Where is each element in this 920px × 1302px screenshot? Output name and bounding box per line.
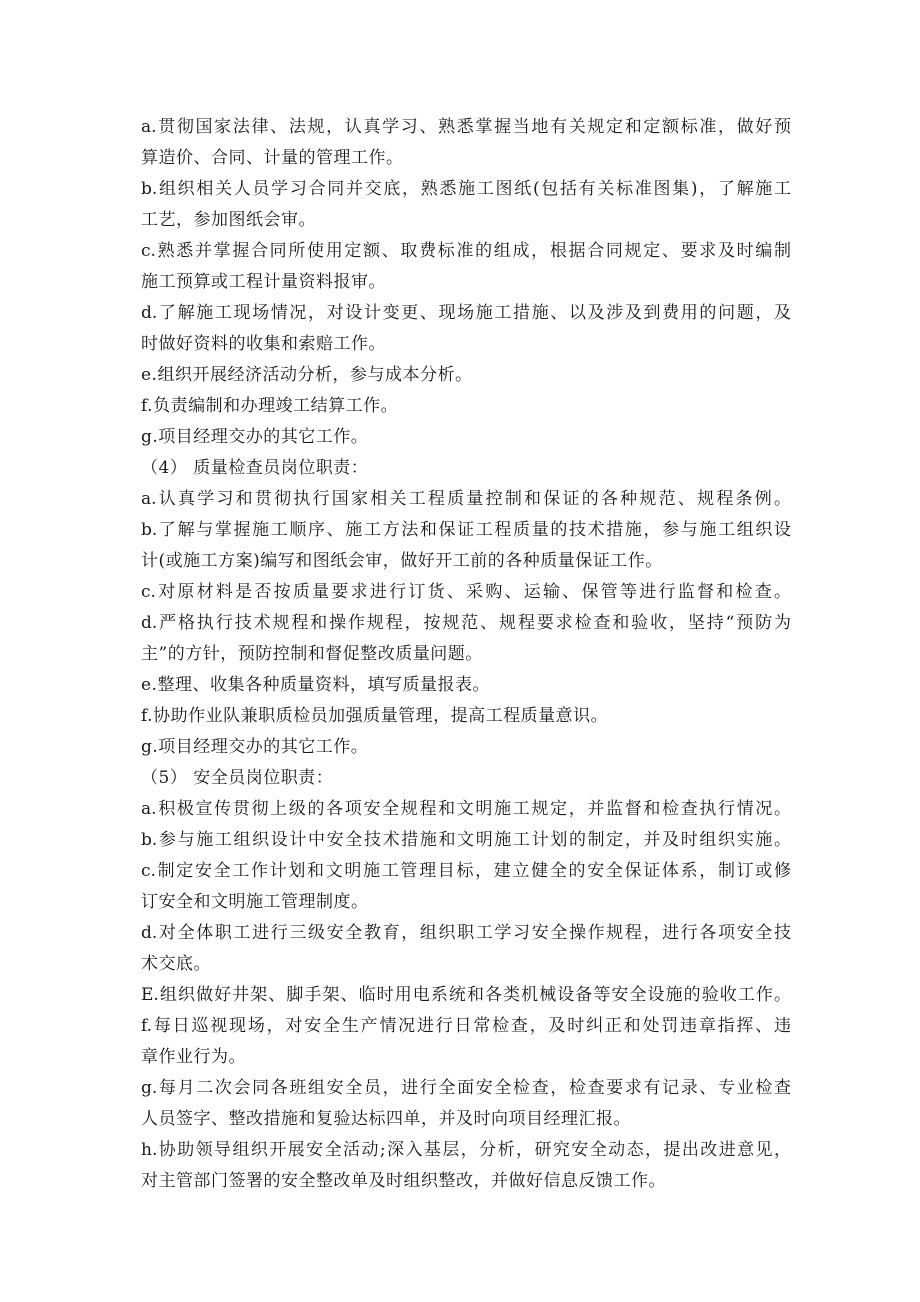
- text-line: a.贯彻国家法律、法规，认真学习、熟悉掌握当地有关规定和定额标准，做好预: [141, 117, 791, 137]
- text-line: a.认真学习和贯彻执行国家相关工程质量控制和保证的各种规范、规程条例。: [141, 489, 791, 509]
- text-line: 计(或施工方案)编写和图纸会审，做好开工前的各种质量保证工作。: [141, 551, 663, 571]
- text-line: 主”的方针，预防控制和督促整改质量问题。: [141, 644, 483, 664]
- text-line: g.项目经理交办的其它工作。: [141, 737, 369, 757]
- text-line: d.对全体职工进行三级安全教育，组织职工学习安全操作规程，进行各项安全技: [141, 923, 791, 943]
- text-line: e.组织开展经济活动分析，参与成本分析。: [141, 365, 473, 385]
- text-line: e.整理、收集各种质量资料，填写质量报表。: [141, 675, 490, 695]
- text-line: 工艺，参加图纸会审。: [141, 210, 316, 230]
- text-line: c.对原材料是否按质量要求进行订货、采购、运输、保管等进行监督和检查。: [141, 582, 791, 602]
- text-line: b.组织相关人员学习合同并交底，熟悉施工图纸(包括有关标准图集)，了解施工: [141, 179, 791, 199]
- text-line: 对主管部门签署的安全整改单及时组织整改，并做好信息反馈工作。: [141, 1171, 666, 1191]
- text-line: E.组织做好井架、脚手架、临时用电系统和各类机械设备等安全设施的验收工作。: [141, 985, 791, 1005]
- text-line: a.积极宣传贯彻上级的各项安全规程和文明施工规定，并监督和检查执行情况。: [141, 799, 791, 819]
- section-heading-quality-inspector: （4） 质量检查员岗位职责：: [141, 458, 369, 478]
- text-line: b.参与施工组织设计中安全技术措施和文明施工计划的制定，并及时组织实施。: [141, 830, 791, 850]
- text-line: f.负责编制和办理竣工结算工作。: [141, 396, 399, 416]
- text-line: f.每日巡视现场，对安全生产情况进行日常检查，及时纠正和处罚违章指挥、违: [141, 1016, 791, 1036]
- text-line: h.协助领导组织开展安全活动;深入基层，分析，研究安全动态，提出改进意见，: [141, 1140, 791, 1160]
- text-line: c.制定安全工作计划和文明施工管理目标，建立健全的安全保证体系，制订或修: [141, 861, 791, 881]
- text-line: 术交底。: [141, 954, 211, 974]
- document-body: [141, 112, 791, 1197]
- text-line: f.协助作业队兼职质检员加强质量管理，提高工程质量意识。: [141, 706, 609, 726]
- text-line: 施工预算或工程计量资料报审。: [141, 272, 386, 292]
- text-line: 章作业行为。: [141, 1047, 246, 1067]
- section-heading-safety-officer: （5） 安全员岗位职责：: [141, 768, 334, 788]
- text-line: d.了解施工现场情况，对设计变更、现场施工措施、以及涉及到费用的问题，及: [141, 303, 791, 323]
- text-line: g.项目经理交办的其它工作。: [141, 427, 369, 447]
- text-line: d.严格执行技术规程和操作规程，按规范、规程要求检查和验收，坚持“预防为: [141, 613, 791, 633]
- text-line: 时做好资料的收集和索赔工作。: [141, 334, 386, 354]
- text-line: c.熟悉并掌握合同所使用定额、取费标准的组成，根据合同规定、要求及时编制: [141, 241, 791, 261]
- text-line: g.每月二次会同各班组安全员，进行全面安全检查，检查要求有记录、专业检查: [141, 1078, 791, 1098]
- text-line: 人员签字、整改措施和复验达标四单，并及时向项目经理汇报。: [141, 1109, 631, 1129]
- text-line: 算造价、合同、计量的管理工作。: [141, 148, 404, 168]
- text-line: 订安全和文明施工管理制度。: [141, 892, 369, 912]
- text-line: b.了解与掌握施工顺序、施工方法和保证工程质量的技术措施，参与施工组织设: [141, 520, 791, 540]
